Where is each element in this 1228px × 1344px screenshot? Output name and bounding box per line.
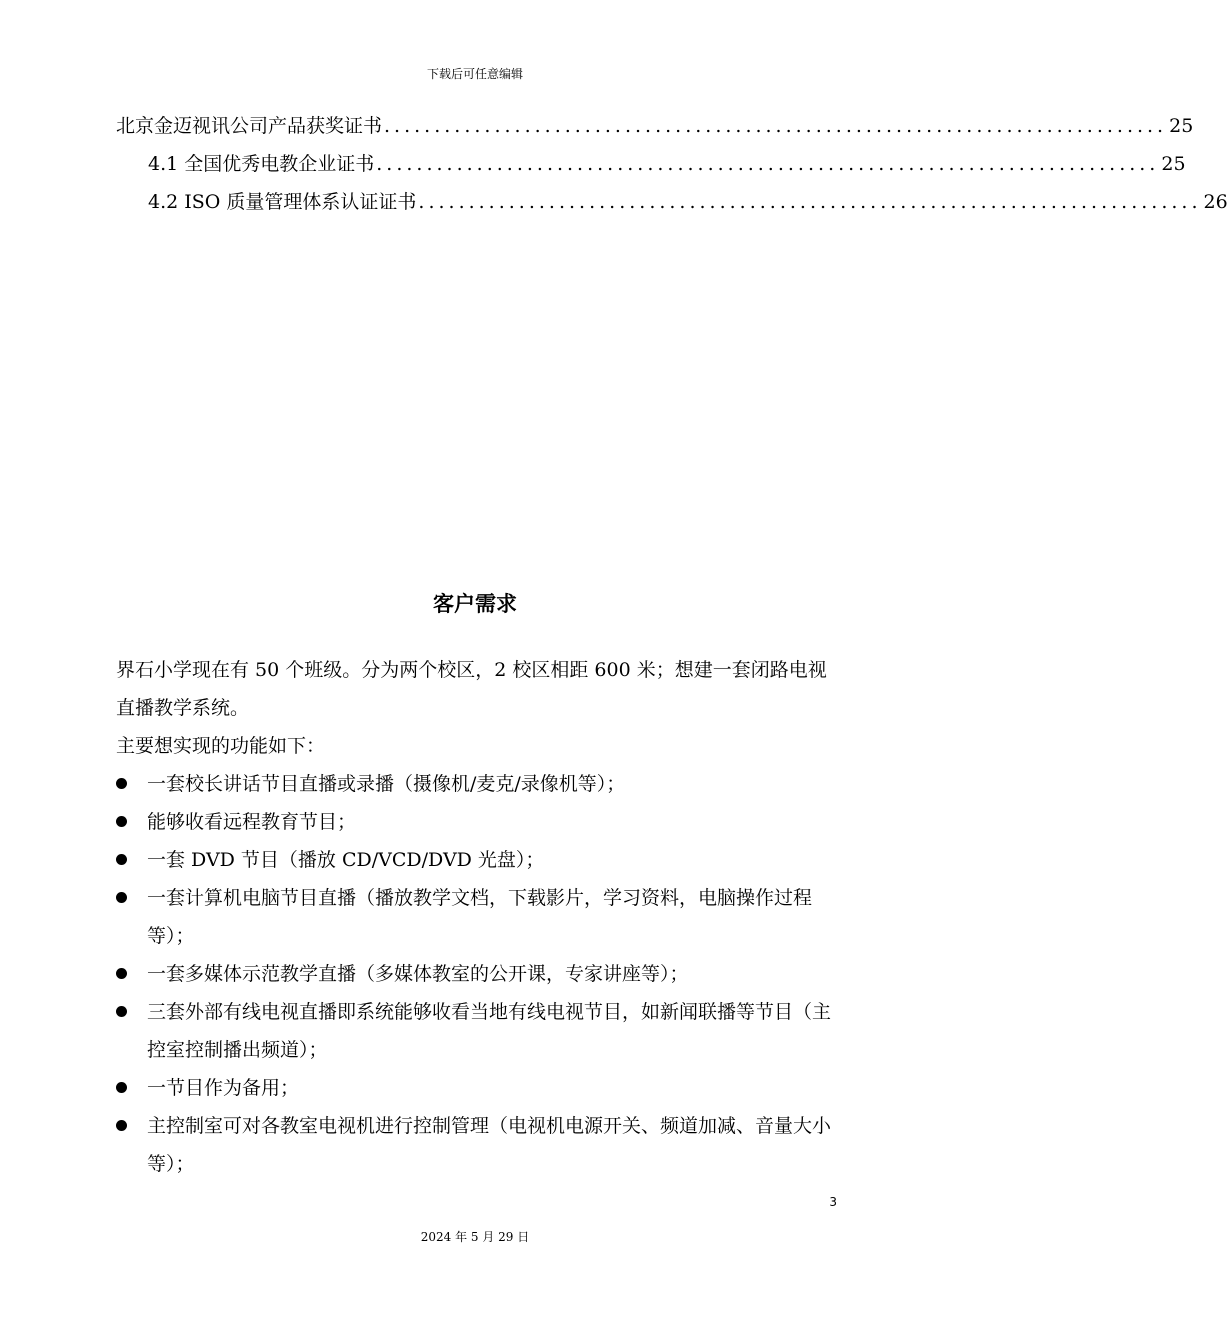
list-item bbox=[116, 879, 840, 955]
list-item-text: 一套 DVD 节目（播放 CD/VCD/DVD 光盘）； bbox=[147, 849, 545, 871]
intro-paragraph: 界石小学现在有 50 个班级。分为两个校区，2 校区相距 600 米；想建一套闭路电视直播教学系统。 bbox=[116, 659, 827, 719]
bullet-dot-icon bbox=[116, 778, 127, 789]
list-item-text: 一套多媒体示范教学直播（多媒体教室的公开课，专家讲座等）； bbox=[147, 963, 689, 985]
toc-entry-page: 25 bbox=[1169, 115, 1194, 137]
toc-entry[interactable] bbox=[116, 149, 1186, 187]
bullet-dot-icon bbox=[116, 1006, 127, 1017]
table-of-contents bbox=[116, 111, 1228, 225]
toc-entry[interactable] bbox=[116, 111, 1194, 149]
page-header-note: 下载后可任意编辑 bbox=[426, 67, 523, 81]
list-item bbox=[116, 803, 840, 841]
toc-leader-dots: .............................................................................. bbox=[418, 191, 1202, 213]
list-item bbox=[116, 955, 840, 993]
toc-leader-dots: .............................................................................. bbox=[384, 115, 1168, 137]
list-item bbox=[116, 765, 840, 803]
list-item-text: 主控制室可对各教室电视机进行控制管理（电视机电源开关、频道加减、音量大小等）； bbox=[147, 1115, 832, 1175]
list-item-text: 一节目作为备用； bbox=[147, 1077, 300, 1099]
footer-date: 2024 年 5 月 29 日 bbox=[420, 1230, 530, 1244]
bullet-dot-icon bbox=[116, 1082, 127, 1093]
section-body bbox=[116, 651, 840, 1183]
bullet-dot-icon bbox=[116, 816, 127, 827]
bullet-dot-icon bbox=[116, 1120, 127, 1131]
toc-entry[interactable] bbox=[116, 187, 1228, 225]
bullet-dot-icon bbox=[116, 854, 127, 865]
page-number: 3 bbox=[829, 1195, 837, 1209]
list-item bbox=[116, 993, 840, 1069]
toc-leader-dots: .............................................................................. bbox=[376, 153, 1160, 175]
list-item-text: 能够收看远程教育节目； bbox=[147, 811, 357, 833]
toc-entry-title: 4.2 ISO 质量管理体系认证证书 bbox=[148, 191, 417, 213]
list-item-text: 一套校长讲话节目直播或录播（摄像机/麦克/录像机等）； bbox=[147, 773, 626, 795]
toc-entry-title: 4.1 全国优秀电教企业证书 bbox=[148, 153, 375, 175]
section-heading: 客户需求 bbox=[433, 592, 517, 616]
list-item-text: 一套计算机电脑节目直播（播放教学文档，下载影片，学习资料，电脑操作过程等）； bbox=[147, 887, 813, 947]
list-item bbox=[116, 1069, 840, 1107]
toc-entry-page: 26 bbox=[1203, 191, 1228, 213]
list-item bbox=[116, 841, 840, 879]
list-item-text: 三套外部有线电视直播即系统能够收看当地有线电视节目，如新闻联播等节目（主控室控制播出频道）； bbox=[147, 1001, 832, 1061]
lead-paragraph: 主要想实现的功能如下： bbox=[116, 735, 326, 757]
toc-entry-page: 25 bbox=[1161, 153, 1186, 175]
bullet-dot-icon bbox=[116, 892, 127, 903]
list-item bbox=[116, 1107, 840, 1183]
requirements-list bbox=[116, 765, 840, 1183]
bullet-dot-icon bbox=[116, 968, 127, 979]
toc-entry-title: 北京金迈视讯公司产品获奖证书 bbox=[116, 115, 383, 137]
